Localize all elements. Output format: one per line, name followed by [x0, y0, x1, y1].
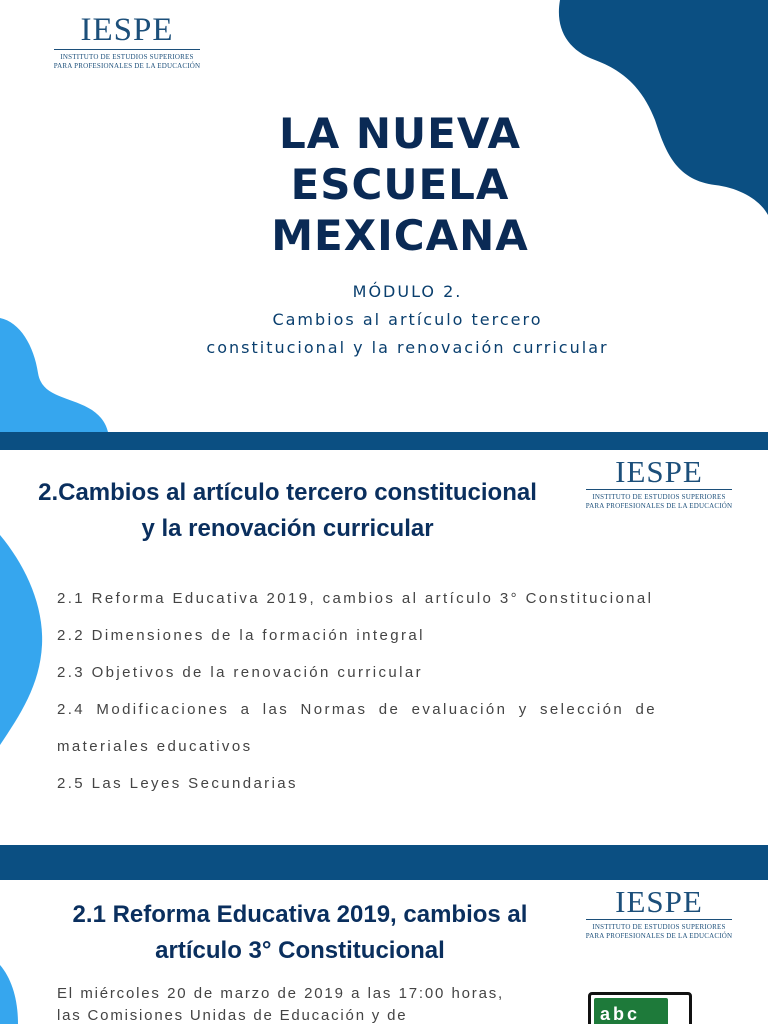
module-subtitle-line-1: Cambios al artículo tercero [272, 310, 543, 329]
main-title-line-1: LA NUEVA [279, 109, 521, 158]
logo-rule [586, 489, 732, 490]
section-title-line-1: 2.Cambios al artículo tercero constitucional [38, 479, 537, 506]
module-subtitle-line-2: constitucional y la renovación curricular [206, 338, 609, 357]
logo-line-2: PARA PROFESIONALES DE LA EDUCACIÓN [585, 932, 733, 940]
iespe-logo [46, 14, 208, 71]
logo-rule [54, 49, 200, 50]
logo-name: IESPE [80, 12, 174, 48]
main-title [200, 108, 600, 261]
section-title-line-2: y la renovación curricular [141, 515, 434, 542]
section-title-line-2: artículo 3° Constitucional [155, 937, 445, 964]
logo-name: IESPE [615, 884, 703, 919]
iespe-logo [578, 456, 740, 511]
list-item: 2.2 Dimensiones de la formación integral [57, 627, 425, 644]
logo-line-2: PARA PROFESIONALES DE LA EDUCACIÓN [585, 502, 733, 510]
slide-reform [0, 880, 768, 1024]
slide-divider-band [0, 845, 768, 880]
light-blue-blob-decoration [0, 318, 110, 432]
module-label: MÓDULO 2. [352, 282, 463, 301]
iespe-logo [578, 886, 740, 941]
logo-line-1: INSTITUTO DE ESTUDIOS SUPERIORES [592, 493, 726, 501]
section-title [35, 897, 565, 969]
contents-list [57, 580, 657, 802]
logo-line-2: PARA PROFESIONALES DE LA EDUCACIÓN [53, 62, 201, 70]
list-item: 2.5 Las Leyes Secundarias [57, 775, 298, 792]
light-blue-blob-decoration [0, 535, 45, 745]
slide-contents [0, 450, 768, 845]
logo-line-1: INSTITUTO DE ESTUDIOS SUPERIORES [592, 923, 726, 931]
section-title-line-1: 2.1 Reforma Educativa 2019, cambios al [72, 901, 528, 928]
list-item: 2.4 Modificaciones a las Normas de evaluación y selección de materiales educativos [57, 701, 657, 755]
module-subtitle [140, 278, 675, 362]
chalkboard-text: abc [594, 998, 668, 1024]
logo-rule [586, 919, 732, 920]
logo-line-1: INSTITUTO DE ESTUDIOS SUPERIORES [60, 53, 194, 61]
main-title-line-2: ESCUELA [290, 160, 510, 209]
list-item: 2.1 Reforma Educativa 2019, cambios al artículo 3° Constitucional [57, 590, 654, 607]
body-paragraph: El miércoles 20 de marzo de 2019 a las 17:00 horas, las Comisiones Unidas de Educación y de [57, 985, 504, 1024]
slide-title [0, 0, 768, 432]
light-blue-blob-decoration [0, 965, 20, 1024]
chalkboard-illustration [588, 992, 692, 1024]
list-item: 2.3 Objetivos de la renovación curricular [57, 664, 424, 681]
main-title-line-3: MEXICANA [271, 211, 529, 260]
logo-name: IESPE [615, 454, 703, 489]
section-title [10, 475, 565, 547]
slide-divider-band [0, 432, 768, 450]
